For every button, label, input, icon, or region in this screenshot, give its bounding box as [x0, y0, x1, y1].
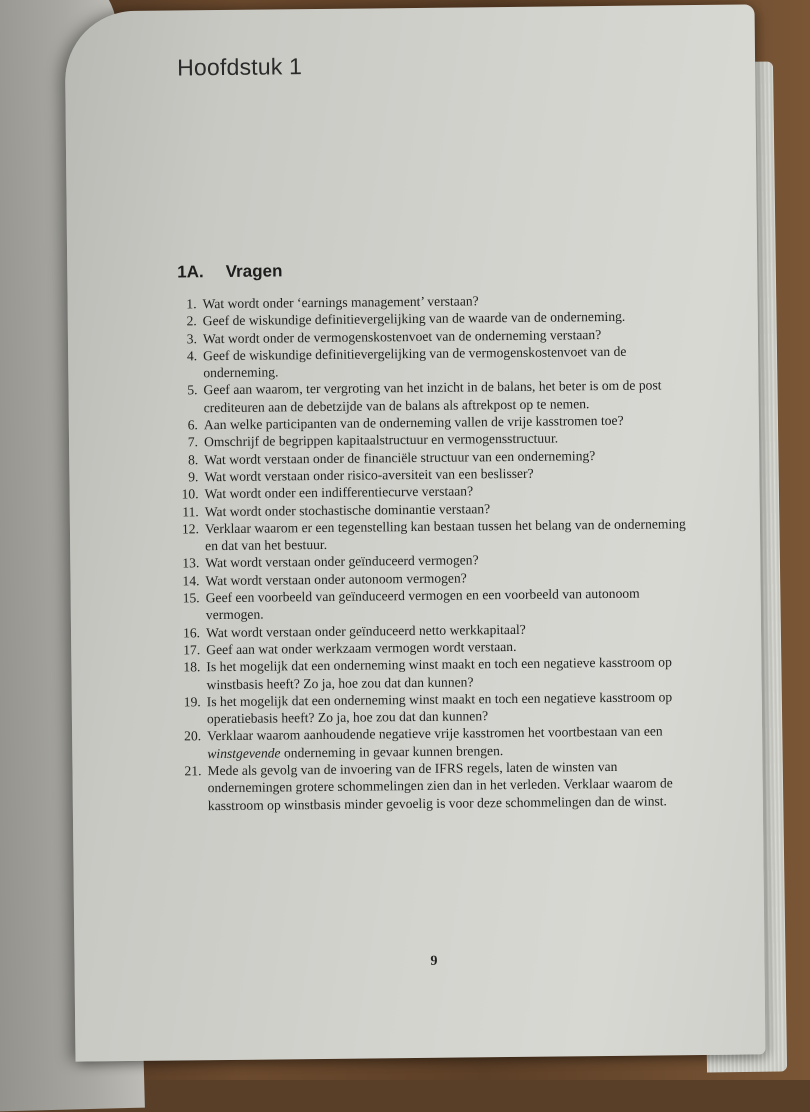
- question-item: [166, 653, 696, 693]
- question-text: Wat wordt verstaan onder de financiële structuur van een onderneming?: [204, 447, 596, 467]
- question-number: 20.: [184, 728, 202, 744]
- question-text: Geef de wiskundige definitievergelijking van de vermogenskostenvoet van de onderneming.: [203, 343, 627, 381]
- question-item: [167, 757, 698, 814]
- question-text-start: Verklaar waarom aanhoudende negatieve vrije kasstromen het voortbestaan van een: [207, 723, 663, 744]
- question-text: Is het mogelijk dat een onderneming winst maakt en toch een negatieve kasstroom op winstbasis heeft? Zo ja, hoe zou dat dan kunnen?: [206, 654, 672, 692]
- question-number: 9.: [188, 469, 199, 485]
- question-item: [163, 342, 693, 382]
- question-text: Geef een voorbeeld van geïnduceerd vermogen en een voorbeeld van autonoom vermogen.: [205, 585, 640, 623]
- question-text: Mede als gevolg van de invoering van de IFRS regels, laten de winsten van ondernemingen grotere schommelingen zien dan in het verleden. Verklaar waarom de kasstroom op winstbasis minder gevoelig is voor deze schommelingen dan de winst.: [207, 758, 673, 813]
- question-number: 6.: [187, 417, 198, 433]
- question-text: Omschrijf de begrippen kapitaalstructuur en vermogensstructuur.: [203, 430, 559, 450]
- question-number: 19.: [183, 694, 201, 710]
- book-page: [65, 4, 766, 1061]
- question-text: Wat wordt onder een indifferentiecurve verstaan?: [204, 483, 474, 502]
- section-title: Vragen: [225, 261, 283, 281]
- question-text: Wat wordt verstaan onder geïnduceerd vermogen?: [205, 552, 479, 571]
- question-number: 8.: [187, 451, 199, 468]
- section-heading: [177, 261, 282, 282]
- question-number: 13.: [182, 555, 200, 571]
- question-item: [167, 688, 697, 728]
- question-number: 21.: [184, 763, 202, 779]
- question-number: 15.: [182, 590, 200, 606]
- question-text: Geef de wiskundige definitievergelijking van de waarde van de onderneming.: [202, 309, 626, 329]
- question-number: 10.: [181, 486, 199, 502]
- question-text: Wat wordt verstaan onder geïnduceerd netto werkkapitaal?: [205, 621, 526, 640]
- question-number: 18.: [183, 659, 201, 675]
- question-number: 14.: [182, 573, 200, 589]
- question-text: Wat wordt verstaan onder autonoom vermogen?: [205, 570, 467, 588]
- question-text: Aan welke participanten van de onderneming vallen de vrije kasstromen toe?: [203, 412, 624, 433]
- question-text: Geef aan wat onder werkzaam vermogen wordt verstaan.: [206, 638, 517, 658]
- question-number: 7.: [187, 434, 199, 450]
- question-item: [167, 722, 697, 762]
- page-number: 9: [430, 953, 438, 969]
- question-number: 1.: [186, 296, 197, 312]
- question-item: [163, 377, 693, 417]
- question-number: 4.: [186, 348, 198, 364]
- question-text: Verklaar waarom er een tegenstelling kan bestaan tussen het belang van de onderneming en dat van het bestuur.: [204, 516, 686, 554]
- section-number: 1A.: [177, 262, 204, 282]
- question-item: [165, 515, 695, 555]
- question-text: Geef aan waarom, ter vergroting van het inzicht in de balans, het beter is om de post crediteuren aan de debetzijde van de balans als aftrekpost op te nemen.: [203, 377, 662, 415]
- question-number: 2.: [186, 313, 197, 329]
- question-text: Is het mogelijk dat een onderneming winst maakt en toch een negatieve kasstroom op operatiebasis heeft? Zo ja, hoe zou dat dan kunnen?: [206, 689, 673, 727]
- question-text: Wat wordt onder de vermogenskostenvoet van de onderneming verstaan?: [202, 326, 602, 346]
- question-text-end: onderneming in gevaar kunnen brengen.: [280, 742, 504, 761]
- question-text-emphasis: winstgevende: [207, 745, 281, 761]
- question-number: 11.: [182, 503, 199, 519]
- question-text: Wat wordt onder ‘earnings management’ verstaan?: [202, 293, 479, 312]
- question-list: [163, 290, 698, 814]
- chapter-title: Hoofdstuk 1: [176, 53, 303, 81]
- question-number: 17.: [183, 642, 201, 658]
- question-number: 5.: [187, 382, 198, 398]
- question-number: 16.: [182, 624, 201, 641]
- question-text: Wat wordt verstaan onder risico-aversiteit van een beslisser?: [204, 465, 534, 485]
- question-text: Wat wordt onder stochastische dominantie verstaan?: [204, 500, 491, 519]
- question-number: 3.: [186, 330, 198, 346]
- question-item: [166, 584, 696, 624]
- question-number: 12.: [181, 521, 200, 537]
